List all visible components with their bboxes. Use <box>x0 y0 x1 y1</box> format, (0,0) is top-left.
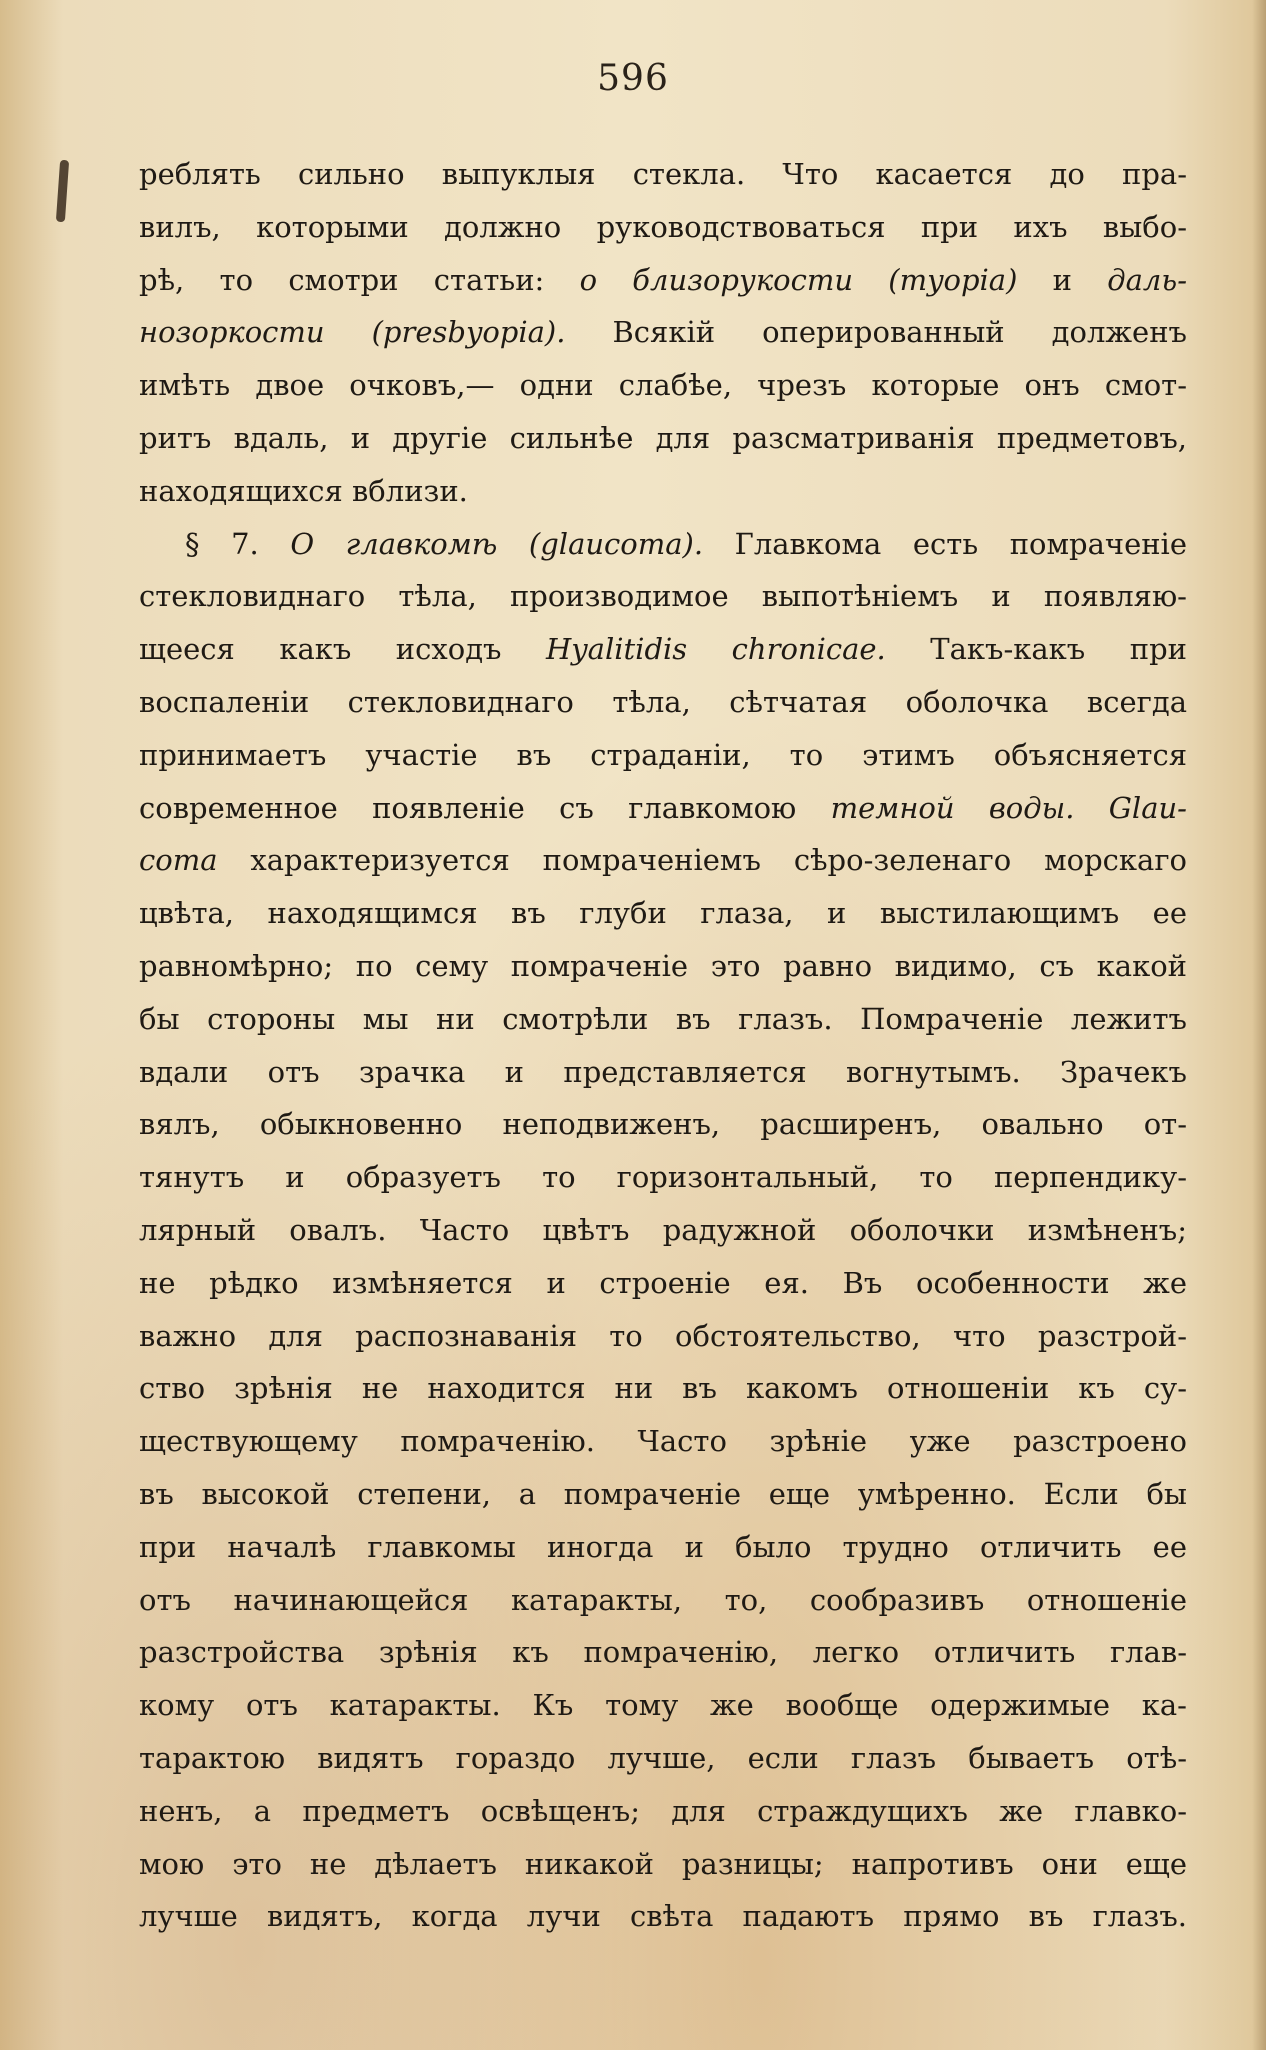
text-line <box>139 1521 1187 1574</box>
text-line <box>139 1098 1187 1151</box>
text-line <box>139 1204 1187 1257</box>
text-line <box>139 1362 1187 1415</box>
text-segment: ритъ вдаль, и другіе сильнѣе для разсматриванія предметовъ, <box>139 420 1187 455</box>
text-line <box>139 465 1187 518</box>
text-line <box>139 1626 1187 1679</box>
text-segment: при началѣ главкомы иногда и было трудно отличить ее <box>139 1529 1187 1564</box>
text-segment: щееся какъ исходъ <box>139 632 546 667</box>
text-line <box>139 623 1187 676</box>
text-segment: находящихся вблизи. <box>139 473 468 508</box>
ink-margin-mark <box>56 160 69 222</box>
text-segment: рѣ, то смотри статьи: <box>139 262 580 297</box>
text-segment: отъ начинающейся катаракты, то, сообразивъ отношеніе <box>139 1582 1187 1617</box>
text-segment: ненъ, а предметъ освѣщенъ; для страждущихъ же главко- <box>139 1793 1187 1828</box>
text-line <box>139 1151 1187 1204</box>
text-segment: современное появленіе съ главкомою <box>139 790 831 825</box>
text-segment: бы стороны мы ни смотрѣли въ глазъ. Помраченіе лежитъ <box>139 1001 1187 1036</box>
text-line <box>139 1838 1187 1891</box>
text-segment: важно для распознаванія то обстоятельство, что разстрой- <box>139 1318 1187 1353</box>
italic-text-segment: нозоркости (presbyopia). <box>139 315 566 350</box>
body-text <box>139 148 1187 1943</box>
italic-text-segment: coma <box>139 843 218 878</box>
text-line <box>139 201 1187 254</box>
text-segment: стекловиднаго тѣла, производимое выпотѣніемъ и появляю- <box>139 579 1187 614</box>
text-segment: вдали отъ зрачка и представляется вогнутымъ. Зрачекъ <box>139 1054 1187 1089</box>
text-segment: разстройства зрѣнія къ помраченію, легко отличить глав- <box>139 1635 1187 1670</box>
text-segment: воспаленіи стекловиднаго тѣла, сѣтчатая оболочка всегда <box>139 684 1187 719</box>
text-line <box>139 887 1187 940</box>
text-line <box>139 254 1187 307</box>
italic-text-segment: темной воды. Glau- <box>830 790 1187 825</box>
text-segment: ство зрѣнія не находится ни въ какомъ отношеніи къ су- <box>139 1371 1187 1406</box>
text-segment: тянутъ и образуетъ то горизонтальный, то перпендику- <box>139 1160 1187 1195</box>
text-line <box>139 1415 1187 1468</box>
text-line <box>139 1310 1187 1363</box>
text-line <box>139 1257 1187 1310</box>
text-segment: въ высокой степени, а помраченіе еще умѣренно. Если бы <box>139 1476 1187 1511</box>
text-line <box>139 729 1187 782</box>
text-segment: Такъ-какъ при <box>885 632 1187 667</box>
text-line <box>139 1890 1187 1943</box>
text-segment: лучше видятъ, когда лучи свѣта падаютъ прямо въ глазъ. <box>139 1899 1187 1934</box>
text-segment: мою это не дѣлаетъ никакой разницы; напротивъ они еще <box>139 1846 1187 1881</box>
text-segment: Главкома есть помраченіе <box>703 526 1187 561</box>
text-line <box>139 1785 1187 1838</box>
text-segment: лярный овалъ. Часто цвѣтъ радужной оболочки измѣненъ; <box>139 1212 1187 1247</box>
text-segment: § 7. <box>185 526 291 561</box>
text-line <box>139 1468 1187 1521</box>
text-segment: Всякій оперированный долженъ <box>565 315 1187 350</box>
italic-text-segment: О главкомѣ (glaucoma). <box>290 526 704 561</box>
text-line <box>139 1574 1187 1627</box>
text-segment: равномѣрно; по сему помраченіе это равно видимо, съ какой <box>139 948 1187 983</box>
text-line <box>139 412 1187 465</box>
text-segment: и <box>1017 262 1108 297</box>
text-line <box>139 570 1187 623</box>
text-segment: ществующему помраченію. Часто зрѣніе уже разстроено <box>139 1424 1187 1459</box>
text-line <box>139 834 1187 887</box>
page-edge-shadow <box>1252 0 1266 2050</box>
text-line <box>139 359 1187 412</box>
text-segment: тарактою видятъ гораздо лучше, если глазъ бываетъ отѣ- <box>139 1740 1187 1775</box>
text-segment: вилъ, которыми должно руководствоваться при ихъ выбо- <box>139 209 1187 244</box>
text-line <box>139 993 1187 1046</box>
text-segment: характеризуется помраченіемъ сѣро-зеленаго морскаго <box>217 843 1187 878</box>
text-segment: реблять сильно выпуклыя стекла. Что касается до пра- <box>139 157 1187 191</box>
text-line <box>139 1679 1187 1732</box>
italic-text-segment: Hyalitidis chronicae. <box>546 632 886 667</box>
italic-text-segment: даль- <box>1107 262 1187 297</box>
text-line <box>139 306 1187 359</box>
text-segment: имѣть двое очковъ,— одни слабѣе, чрезъ которые онъ смот- <box>139 368 1187 403</box>
text-line <box>139 148 1187 201</box>
text-segment: цвѣта, находящимся въ глуби глаза, и выстилающимъ ее <box>139 896 1187 931</box>
text-line <box>139 1732 1187 1785</box>
page-number: 596 <box>597 58 669 99</box>
text-line <box>139 1046 1187 1099</box>
text-line <box>139 518 1187 571</box>
italic-text-segment: о близорукости (myopia) <box>579 262 1018 297</box>
text-segment: принимаетъ участіе въ страданіи, то этимъ объясняется <box>139 737 1187 772</box>
text-line <box>139 940 1187 993</box>
text-line <box>139 782 1187 835</box>
text-line <box>139 676 1187 729</box>
text-segment: кому отъ катаракты. Къ тому же вообще одержимые ка- <box>139 1688 1187 1723</box>
text-segment: не рѣдко измѣняется и строеніе ея. Въ особенности же <box>139 1265 1187 1300</box>
text-segment: вялъ, обыкновенно неподвиженъ, расширенъ, овально от- <box>139 1107 1187 1142</box>
